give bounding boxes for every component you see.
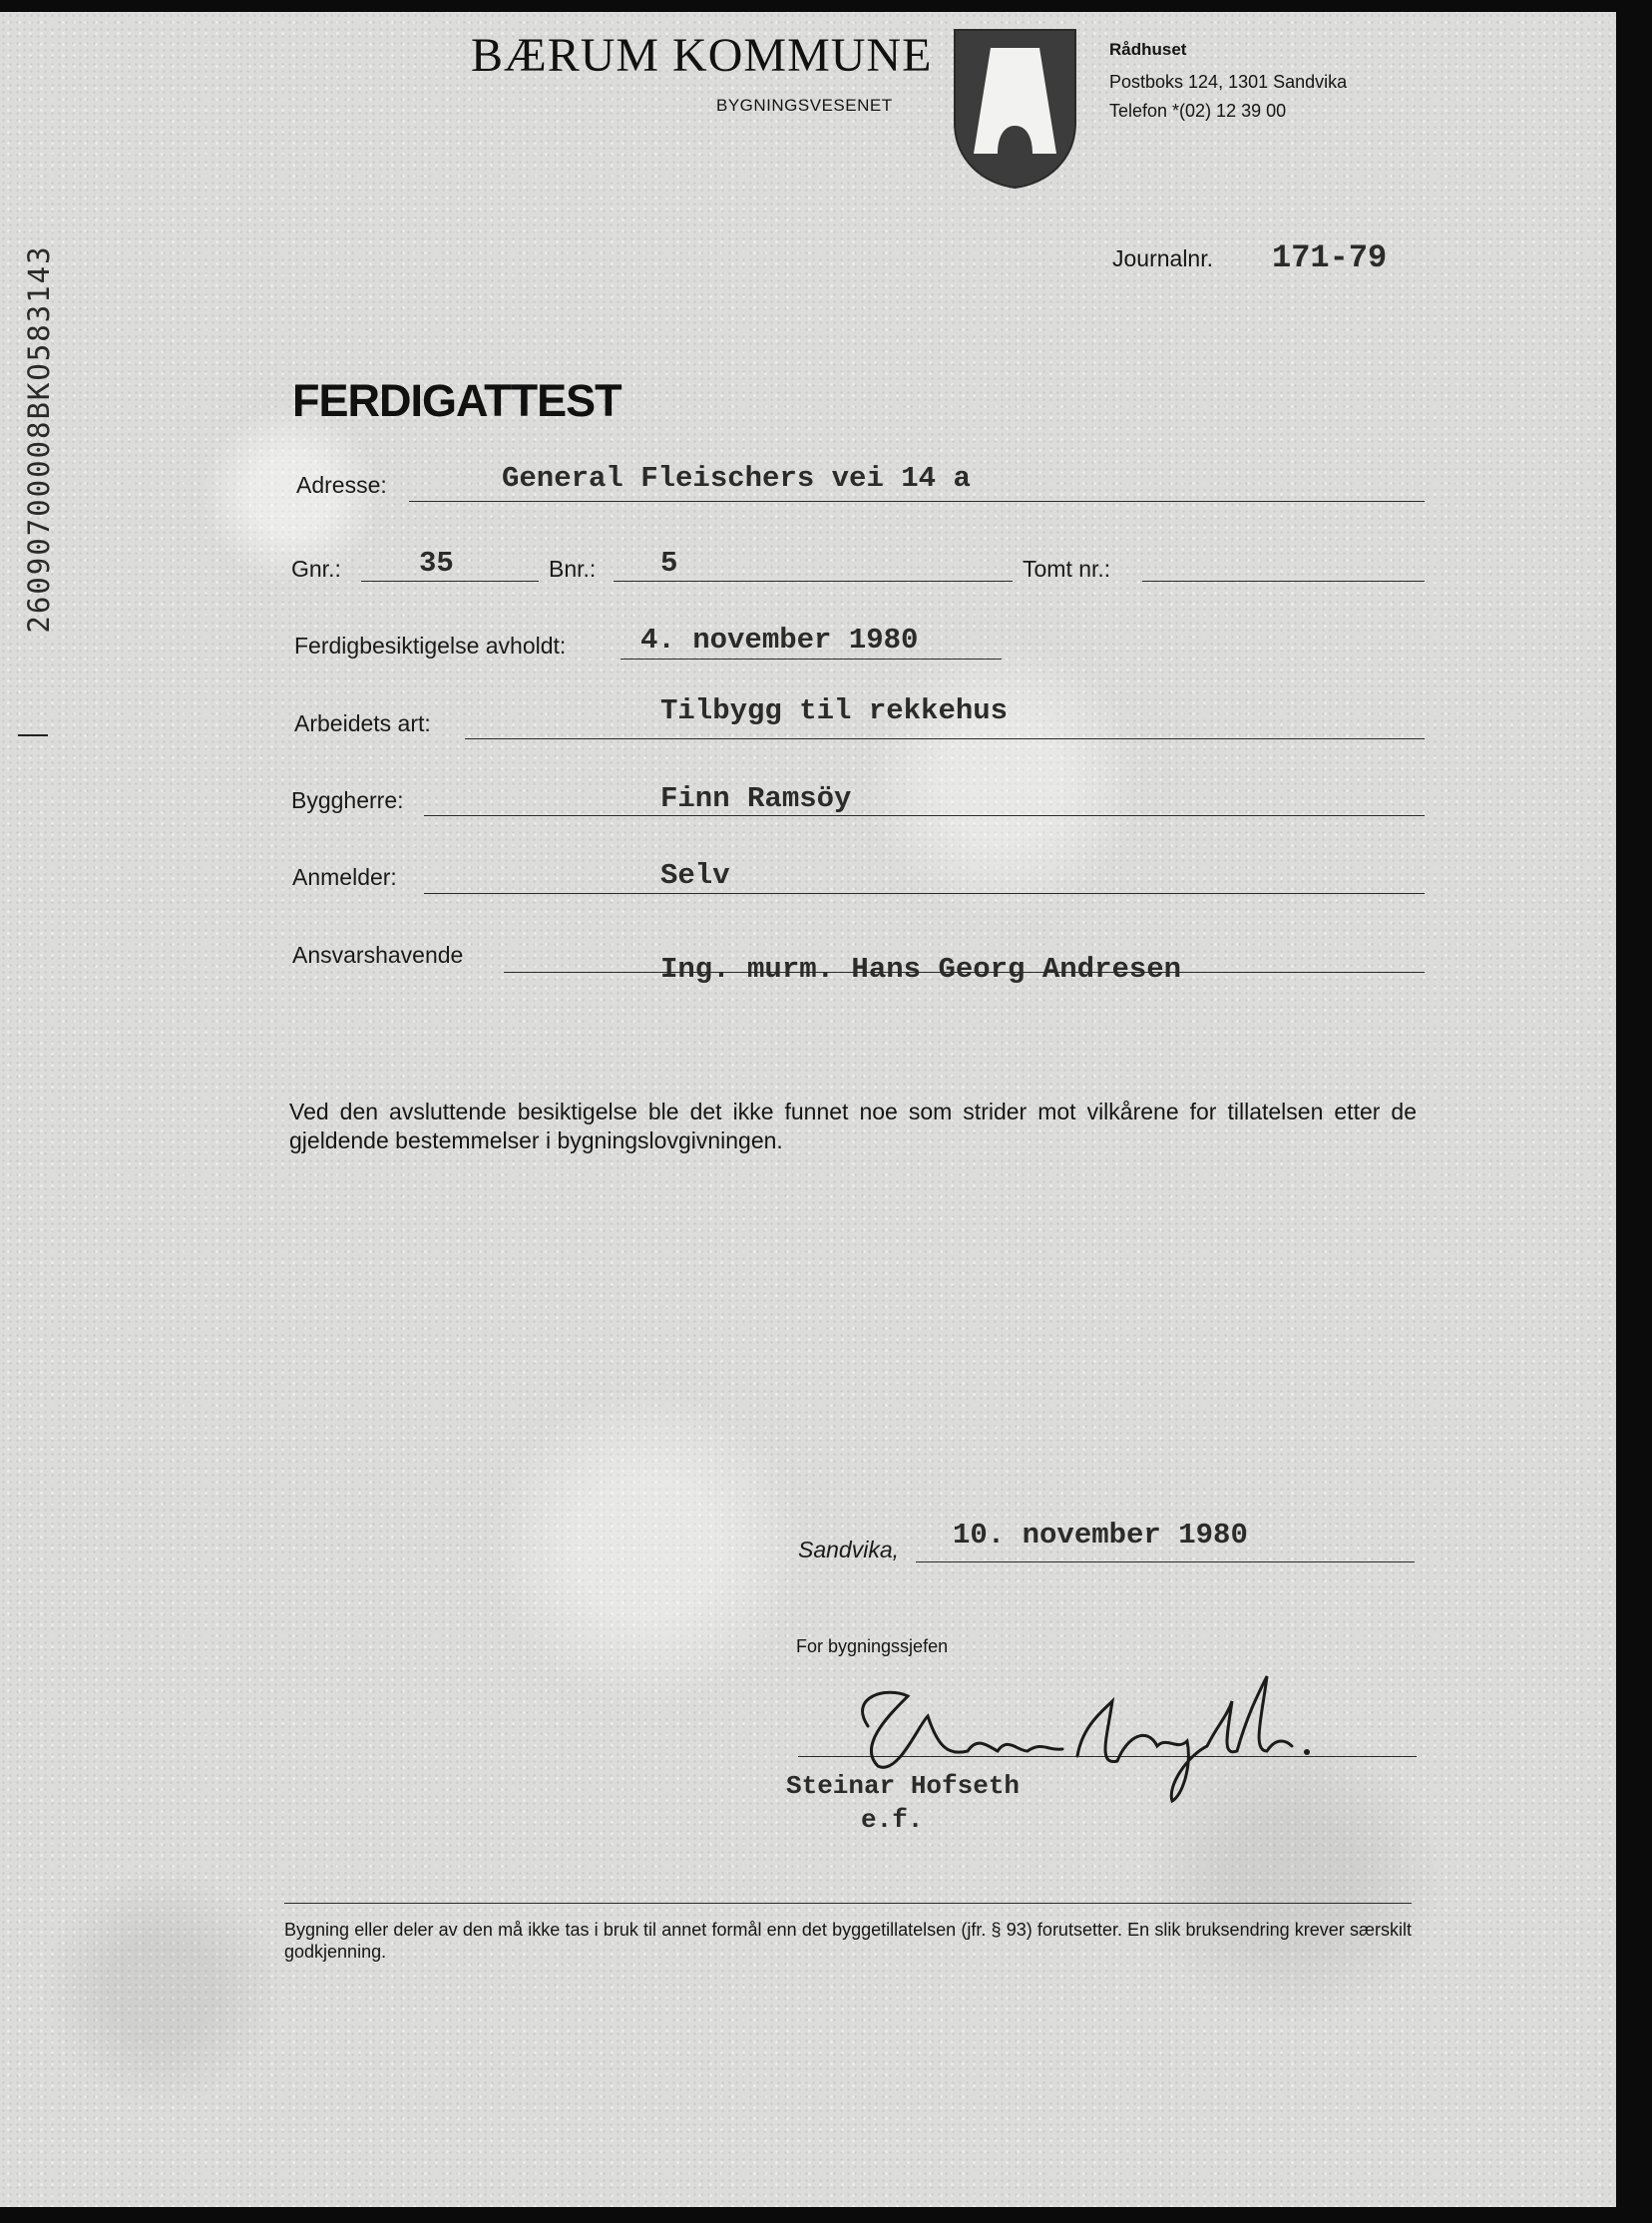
address-label: Adresse: (296, 472, 387, 498)
department-name: BYGNINGSVESENET (716, 96, 893, 115)
footer-note: Bygning eller deler av den må ikke tas i bruk til annet formål enn det byggetillatelsen (jfr. § 93) forutsetter. En slik bruksendring krever særskilt godkjenning. (284, 1920, 1412, 1962)
address-line-3: Telefon *(02) 12 39 00 (1109, 101, 1287, 121)
address-line (409, 501, 1425, 502)
issue-date: 10. november 1980 (953, 1519, 1248, 1552)
journal-label: Journalnr. (1112, 245, 1214, 271)
bnr-line (614, 581, 1013, 582)
place-label: Sandvika, (798, 1537, 900, 1562)
builder-label: Byggherre: (291, 787, 404, 813)
work-type-label: Arbeidets art: (294, 710, 431, 736)
approval-statement: Ved den avsluttende besiktigelse ble det ikke funnet noe som strider mot vilkårene for tillatelsen etter de gjeldende bestemmelser i bygningslovgivningen. (289, 1099, 1417, 1153)
gnr-line (361, 581, 539, 582)
signatory-typed-name: Steinar Hofseth (786, 1771, 1021, 1801)
gnr-value: 35 (419, 547, 454, 580)
tomt-label: Tomt nr.: (1023, 556, 1111, 582)
archive-code: 26090700008BKO583143 (22, 244, 56, 634)
builder-value: Finn Ramsöy (660, 782, 852, 815)
inspection-label: Ferdigbesiktigelse avholdt: (294, 633, 567, 659)
bnr-value: 5 (660, 547, 678, 580)
document-title: FERDIGATTEST (292, 375, 621, 426)
applicant-value: Selv (660, 859, 730, 892)
date-line (916, 1561, 1415, 1562)
edge-mark (18, 734, 48, 736)
address-line-2: Postboks 124, 1301 Sandvika (1109, 72, 1348, 92)
address-value: General Fleischers vei 14 a (502, 462, 971, 495)
builder-line (424, 815, 1425, 816)
tomt-line (1142, 581, 1425, 582)
responsible-label: Ansvarshavende (292, 942, 464, 968)
bnr-label: Bnr.: (549, 556, 597, 582)
signatory-name (786, 1769, 1020, 1837)
gnr-label: Gnr.: (291, 556, 341, 582)
applicant-line (424, 893, 1425, 894)
municipality-name: BÆRUM KOMMUNE (471, 29, 933, 82)
journal-number: 171-79 (1272, 239, 1388, 276)
responsible-value: Ing. murm. Hans Georg Andresen (660, 953, 1182, 986)
address-line-1: Rådhuset (1109, 40, 1187, 59)
work-type-line (465, 738, 1425, 739)
inspection-date: 4. november 1980 (640, 624, 919, 657)
inspection-line (620, 659, 1002, 660)
coat-of-arms-icon (953, 28, 1077, 190)
for-label: For bygningssjefen (796, 1636, 949, 1656)
work-type-value: Tilbygg til rekkehus (660, 694, 1009, 727)
applicant-label: Anmelder: (292, 864, 397, 890)
footer-divider (284, 1903, 1412, 1904)
signatory-suffix: e.f. (861, 1805, 924, 1835)
